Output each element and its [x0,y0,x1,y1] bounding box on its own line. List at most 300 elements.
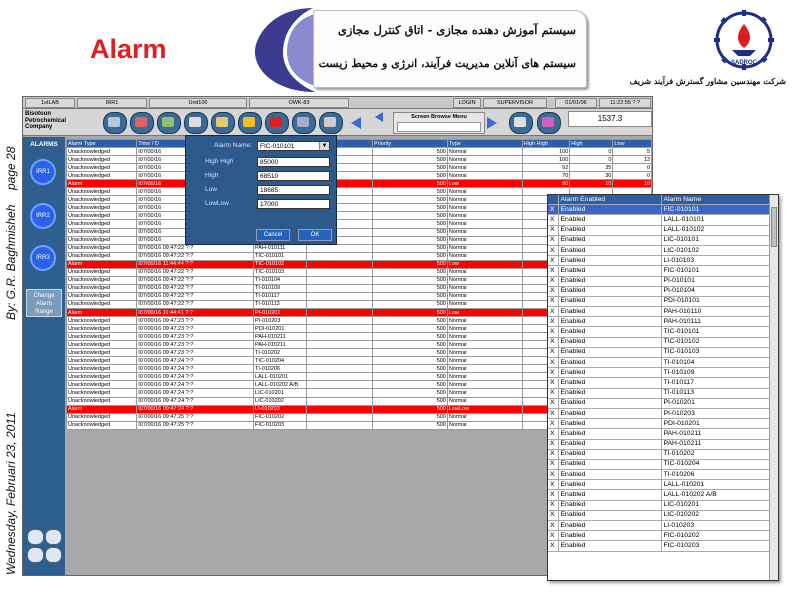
check-mark[interactable]: X [548,266,558,276]
alarms-label: ALARMS [30,141,58,148]
list-item[interactable] [548,429,770,439]
alarm-enabled-cell: Enabled [558,317,661,327]
alarm-name-cell: TI-010206 [661,470,770,480]
alarm-type-cell: Unacknowledged [67,373,137,381]
type-cell: Normal [447,196,522,204]
alarm-enabled-cell: Enabled [558,408,661,418]
grid-col-header[interactable]: Priority [373,140,448,148]
check-mark[interactable]: X [548,358,558,368]
priority-cell: 500 [373,381,448,389]
table-row[interactable] [67,148,652,156]
tag-cell: LI-010203 [254,405,307,413]
alarm-sidebar [23,137,65,575]
status-bar [23,97,652,109]
empty-cell [307,308,373,316]
alarm-enabled-cell: Enabled [558,429,661,439]
banner-box [313,10,587,88]
priority-cell: 500 [373,268,448,276]
tag-cell: TIC-010204 [254,357,307,365]
grid-col-header[interactable]: Type [447,140,522,148]
grid-col-header[interactable]: Time / D [137,140,202,148]
alarm-type-cell: Unacknowledged [67,349,137,357]
time-cell: I07/00/16 09:47:23 ?:? [137,317,254,325]
list-item[interactable] [548,388,770,398]
grid-col-header[interactable]: High High [522,140,570,148]
alarm-name-cell: TIC-010204 [661,459,770,469]
check-mark[interactable]: X [548,327,558,337]
graph-icon [189,117,201,127]
priority-cell: 500 [373,421,448,429]
high-label: High [205,172,219,179]
priority-cell: 500 [373,252,448,260]
empty-cell [307,389,373,397]
alarm-name-cell: PI-010101 [661,276,770,286]
time-cell: I07/00/16 [137,156,254,164]
high-high-field[interactable]: 85000 [257,157,330,167]
list-item[interactable] [548,296,770,306]
time-cell: I07/00/16 [137,228,254,236]
alarm-name-cell: PDI-010201 [661,419,770,429]
list-item[interactable] [548,541,770,551]
time-cell: I07/00/16 09:47:23 ?:? [137,325,254,333]
type-cell: Normal [447,148,522,156]
folder-button[interactable] [211,112,235,134]
alarm-type-cell: Unacknowledged [67,381,137,389]
alarm-row[interactable] [67,180,652,188]
check-mark[interactable]: X [548,378,558,388]
ok-button[interactable]: OK [298,229,332,241]
help-icon[interactable] [45,529,62,545]
list-item[interactable] [548,459,770,469]
alarm-enabled-cell: Enabled [558,358,661,368]
priority-cell: 500 [373,292,448,300]
empty-cell [307,357,373,365]
priority-cell: 500 [373,397,448,405]
alarm-type-cell: Unacknowledged [67,325,137,333]
grid-col-header[interactable]: Alarm Type [67,140,137,148]
alarm-name-cell: TI-010113 [661,388,770,398]
priority-cell: 500 [373,389,448,397]
type-cell: Normal [447,220,522,228]
nav-left-icon[interactable] [351,117,361,129]
check-mark[interactable]: X [548,276,558,286]
home-icon [108,117,120,127]
status-user: SUPERVISOR [483,98,547,108]
list-item[interactable] [548,439,770,449]
header-alarm-name: Alarm Name [661,195,770,205]
time-cell: I07/00/16 11:44:41 ?:? [137,308,254,316]
list-item[interactable] [548,531,770,541]
priority-cell: 500 [373,317,448,325]
settings-button[interactable] [509,112,533,134]
list-item[interactable] [548,510,770,520]
side-author: By: G.R. Baghmisheh [4,204,18,320]
grid-col-header[interactable]: Low [613,140,652,148]
check-mark[interactable]: X [548,429,558,439]
time-cell: I07/00/16 09:47:22 ?:? [137,300,254,308]
empty-cell [307,244,373,252]
check-mark[interactable]: X [548,541,558,551]
table-row[interactable] [67,164,652,172]
panel-scrollbar[interactable] [769,195,778,580]
list-item[interactable] [548,419,770,429]
graph-button[interactable] [184,112,208,134]
folder-icon [216,117,228,127]
tag-cell: PDI-010201 [254,325,307,333]
alarm-name-cell: PAH-010211 [661,439,770,449]
type-cell: Low [447,308,522,316]
grid-icon[interactable] [45,547,62,563]
tag-cell: TI-010104 [254,276,307,284]
tag-cell: TI-010113 [254,300,307,308]
priority-cell: 500 [373,156,448,164]
check-mark[interactable]: X [548,307,558,317]
alarm-enabled-cell: Enabled [558,480,661,490]
priority-cell: 500 [373,196,448,204]
alarm-type-cell: Alarm [67,308,137,316]
irr3-button[interactable]: IRR3 [30,245,56,271]
high-cell: 0 [570,148,613,156]
alarm-name-cell: TI-010202 [661,449,770,459]
tag-cell: PAH-010111 [254,244,307,252]
list-item[interactable] [548,327,770,337]
alarm-name-cell: LALL-010201 [661,480,770,490]
time-cell: I07/00/16 09:47:22 ?:? [137,252,254,260]
alarm-type-cell: Alarm [67,405,137,413]
tag-cell: PAH-010211 [254,333,307,341]
empty-cell [307,413,373,421]
alarm-name-cell: TI-010104 [661,358,770,368]
high-high-cell: 70 [522,172,570,180]
list-item[interactable] [548,368,770,378]
type-cell: Normal [447,381,522,389]
alarm-type-cell: Unacknowledged [67,172,137,180]
time-cell: I07/00/16 [137,148,254,156]
alarm-name-cell: TIC-010102 [661,337,770,347]
alarm-type-cell: Unacknowledged [67,164,137,172]
empty-cell [307,421,373,429]
check-mark[interactable]: X [548,215,558,225]
calculator-button[interactable] [292,112,316,134]
high-cell: 0 [570,156,613,164]
time-cell: I07/00/16 09:47:23 ?:? [137,349,254,357]
type-cell: Normal [447,300,522,308]
alarm-enabled-header [548,195,770,205]
alarm-enabled-cell: Enabled [558,256,661,266]
check-mark[interactable]: X [548,490,558,500]
priority-cell: 500 [373,349,448,357]
check-mark[interactable]: X [548,521,558,531]
empty-cell [307,381,373,389]
book-button[interactable] [537,112,561,134]
user-icon[interactable] [27,529,44,545]
list-item[interactable] [548,245,770,255]
alarm-name-cell: LALL-010102 [661,225,770,235]
alarm-enabled-cell: Enabled [558,205,661,215]
alarm-type-cell: Unacknowledged [67,389,137,397]
alarm-type-cell: Unacknowledged [67,300,137,308]
banner-line-1: سیستم آموزش دهنده مجازی - اتاق کنترل مجازی [337,23,576,37]
priority-cell: 500 [373,188,448,196]
type-cell: Normal [447,413,522,421]
alarm-enabled-cell: Enabled [558,215,661,225]
time-cell: I07/00/16 09:47:25 ?:? [137,421,254,429]
gear-icon [514,117,526,127]
nav-up-left-icon[interactable] [375,112,383,122]
grid-col-header[interactable]: High [570,140,613,148]
time-cell: I07/00/16 09:47:23 ?:? [137,333,254,341]
status-time: 11:22:55 ?:? [599,98,651,108]
alarm-name-cell: TIC-010103 [661,347,770,357]
check-mark[interactable]: X [548,531,558,541]
priority-cell: 500 [373,413,448,421]
list-item[interactable] [548,235,770,245]
check-mark[interactable]: X [548,256,558,266]
time-cell: I07/00/16 [137,236,254,244]
priority-cell: 500 [373,373,448,381]
lowlow-label: LowLow [205,200,229,207]
list-item[interactable] [548,490,770,500]
alarm-name-cell: PI-010201 [661,398,770,408]
status-lab: 1stLAB [25,98,75,108]
empty-cell [307,365,373,373]
check-mark[interactable]: X [548,439,558,449]
priority-cell: 500 [373,333,448,341]
tag-cell: TI-010117 [254,292,307,300]
tag-cell: TI-010202 [254,349,307,357]
type-cell: LowLow [447,405,522,413]
list-item[interactable] [548,205,770,215]
tag-cell: TIC-010101 [254,252,307,260]
check-mark[interactable]: X [548,459,558,469]
type-cell: Normal [447,292,522,300]
printer-button[interactable] [319,112,343,134]
alarm-type-cell: Unacknowledged [67,268,137,276]
table-row[interactable] [67,156,652,164]
list-item[interactable] [548,266,770,276]
list-item[interactable] [548,256,770,266]
alarm-name-cell: LIC-010201 [661,500,770,510]
priority-cell: 500 [373,405,448,413]
tag-cell: TI-010109 [254,284,307,292]
alarm-name-label: Alarm Name: [214,142,252,149]
alarm-enabled-cell: Enabled [558,296,661,306]
type-cell: Normal [447,284,522,292]
login-button[interactable]: LOGIN [453,98,481,108]
type-cell: Normal [447,156,522,164]
check-mark[interactable]: X [548,388,558,398]
slide-title: Alarm [90,34,167,64]
alarm-table-header [67,140,652,148]
lowlow-field[interactable]: 17000 [257,199,330,209]
time-cell: I07/00/16 [137,188,254,196]
warning-icon [243,117,255,127]
download-icon [135,117,147,127]
change-alarm-range-button[interactable]: Change Alarm Range [26,289,62,317]
alarm-name-cell: PAH-010111 [661,317,770,327]
tag-cell: LALL-010201 [254,373,307,381]
list-item[interactable] [548,347,770,357]
check-mark[interactable]: X [548,449,558,459]
check-mark[interactable]: X [548,317,558,327]
list-item[interactable] [548,398,770,408]
calculator-icon [297,117,309,127]
type-cell: Normal [447,236,522,244]
bars-button[interactable] [157,112,181,134]
side-date: Wednesday, Februari 23, 2011 [4,412,18,575]
alarm-name-select[interactable] [257,141,330,151]
empty-cell [307,325,373,333]
empty-cell [307,349,373,357]
check-mark[interactable]: X [548,235,558,245]
browse-input[interactable] [397,122,481,132]
check-mark[interactable]: X [548,296,558,306]
tag-cell: LALL-010202 A/B [254,381,307,389]
type-cell: Normal [447,188,522,196]
type-cell: Normal [447,204,522,212]
alarm-name-cell: TI-010109 [661,368,770,378]
empty-cell [307,284,373,292]
priority-cell: 500 [373,228,448,236]
type-cell: Normal [447,228,522,236]
priority-cell: 500 [373,284,448,292]
download-button[interactable] [130,112,154,134]
table-row[interactable] [67,172,652,180]
check-mark[interactable]: X [548,245,558,255]
list-item[interactable] [548,225,770,235]
type-cell: Normal [447,252,522,260]
scrollbar-thumb[interactable] [771,207,777,247]
tag-cell: TIC-010102 [254,260,307,268]
time-cell: I07/00/16 09:47:22 ?:? [137,268,254,276]
list-item[interactable] [548,337,770,347]
check-mark[interactable]: X [548,225,558,235]
warning-button[interactable] [238,112,262,134]
irr1-button[interactable]: IRR1 [30,159,56,185]
priority-cell: 500 [373,236,448,244]
alarm-type-cell: Unacknowledged [67,292,137,300]
check-mark[interactable]: X [548,419,558,429]
value-readout: 1537.3 [568,111,652,127]
check-mark[interactable]: X [548,500,558,510]
nav-right-icon[interactable] [487,117,497,129]
low-cell: 13 [613,156,652,164]
high-cell: 35 [570,164,613,172]
priority-cell: 500 [373,172,448,180]
alarm-enabled-cell: Enabled [558,459,661,469]
type-cell: Normal [447,325,522,333]
check-mark[interactable]: X [548,510,558,520]
time-cell: I07/00/16 09:47:24 ?:? [137,381,254,389]
check-mark[interactable]: X [548,337,558,347]
tag-cell: LIC-010201 [254,389,307,397]
alarm-enabled-cell: Enabled [558,368,661,378]
list-item[interactable] [548,286,770,296]
alarm-name-value: FIC-010101 [260,143,295,150]
first-aid-icon [270,117,282,127]
alarm-name-cell: PAH-010211 [661,429,770,439]
alarm-type-cell: Unacknowledged [67,357,137,365]
check-mark[interactable]: X [548,470,558,480]
priority-cell: 500 [373,212,448,220]
empty-cell [307,317,373,325]
type-cell: Normal [447,212,522,220]
list-item[interactable] [548,358,770,368]
high-field[interactable]: 68510 [257,171,330,181]
tools-icon[interactable] [27,547,44,563]
high-cell: 30 [570,172,613,180]
time-cell: I07/00/16 [137,196,254,204]
list-item[interactable] [548,470,770,480]
alarm-enabled-cell: Enabled [558,327,661,337]
alarm-type-cell: Unacknowledged [67,156,137,164]
alarm-enabled-cell: Enabled [558,500,661,510]
printer-icon [324,117,336,127]
time-cell: I07/00/16 09:47:25 ?:? [137,413,254,421]
type-cell: Normal [447,172,522,180]
empty-cell [307,333,373,341]
list-item[interactable] [548,449,770,459]
alarm-enabled-cell: Enabled [558,510,661,520]
home-button[interactable] [103,112,127,134]
time-cell: I07/00/16 09:47:24 ?:? [137,357,254,365]
low-field[interactable]: 18685 [257,185,330,195]
priority-cell: 500 [373,204,448,212]
alarm-type-cell: Alarm [67,260,137,268]
list-item[interactable] [548,500,770,510]
company-line-2: Petrochemical [25,117,67,124]
side-page-number: page 28 [4,146,18,190]
screen-browse-menu[interactable] [393,112,485,134]
priority-cell: 500 [373,357,448,365]
list-item[interactable] [548,307,770,317]
check-mark[interactable]: X [548,408,558,418]
time-cell: I07/00/16 [137,212,254,220]
low-cell: 0 [613,164,652,172]
check-mark[interactable]: X [548,347,558,357]
alarm-type-cell: Unacknowledged [67,252,137,260]
cancel-button[interactable]: Cancel [256,229,290,241]
check-mark[interactable]: X [548,286,558,296]
irr2-button[interactable]: IRR2 [30,203,56,229]
check-mark[interactable]: X [548,205,558,215]
alarm-name-cell: TI-010117 [661,378,770,388]
list-item[interactable] [548,408,770,418]
toolbar [23,109,652,136]
high-high-cell: 90 [522,180,570,188]
alarm-enabled-cell: Enabled [558,286,661,296]
status-unit: Unit100 [149,98,247,108]
priority-cell: 500 [373,308,448,316]
time-cell: I07/00/16 09:47:22 ?:? [137,244,254,252]
list-item[interactable] [548,521,770,531]
check-mark[interactable]: X [548,368,558,378]
list-item[interactable] [548,378,770,388]
list-item[interactable] [548,480,770,490]
list-item[interactable] [548,215,770,225]
chevron-down-icon[interactable]: ▼ [319,142,329,150]
type-cell: Normal [447,341,522,349]
empty-cell [307,260,373,268]
check-mark[interactable]: X [548,398,558,408]
check-mark[interactable]: X [548,480,558,490]
first-aid-button[interactable] [265,112,289,134]
alarm-name-cell: LIC-010101 [661,235,770,245]
list-item[interactable] [548,276,770,286]
company-line-3: Company [25,124,53,130]
list-item[interactable] [548,317,770,327]
time-cell: I07/00/16 [137,180,254,188]
